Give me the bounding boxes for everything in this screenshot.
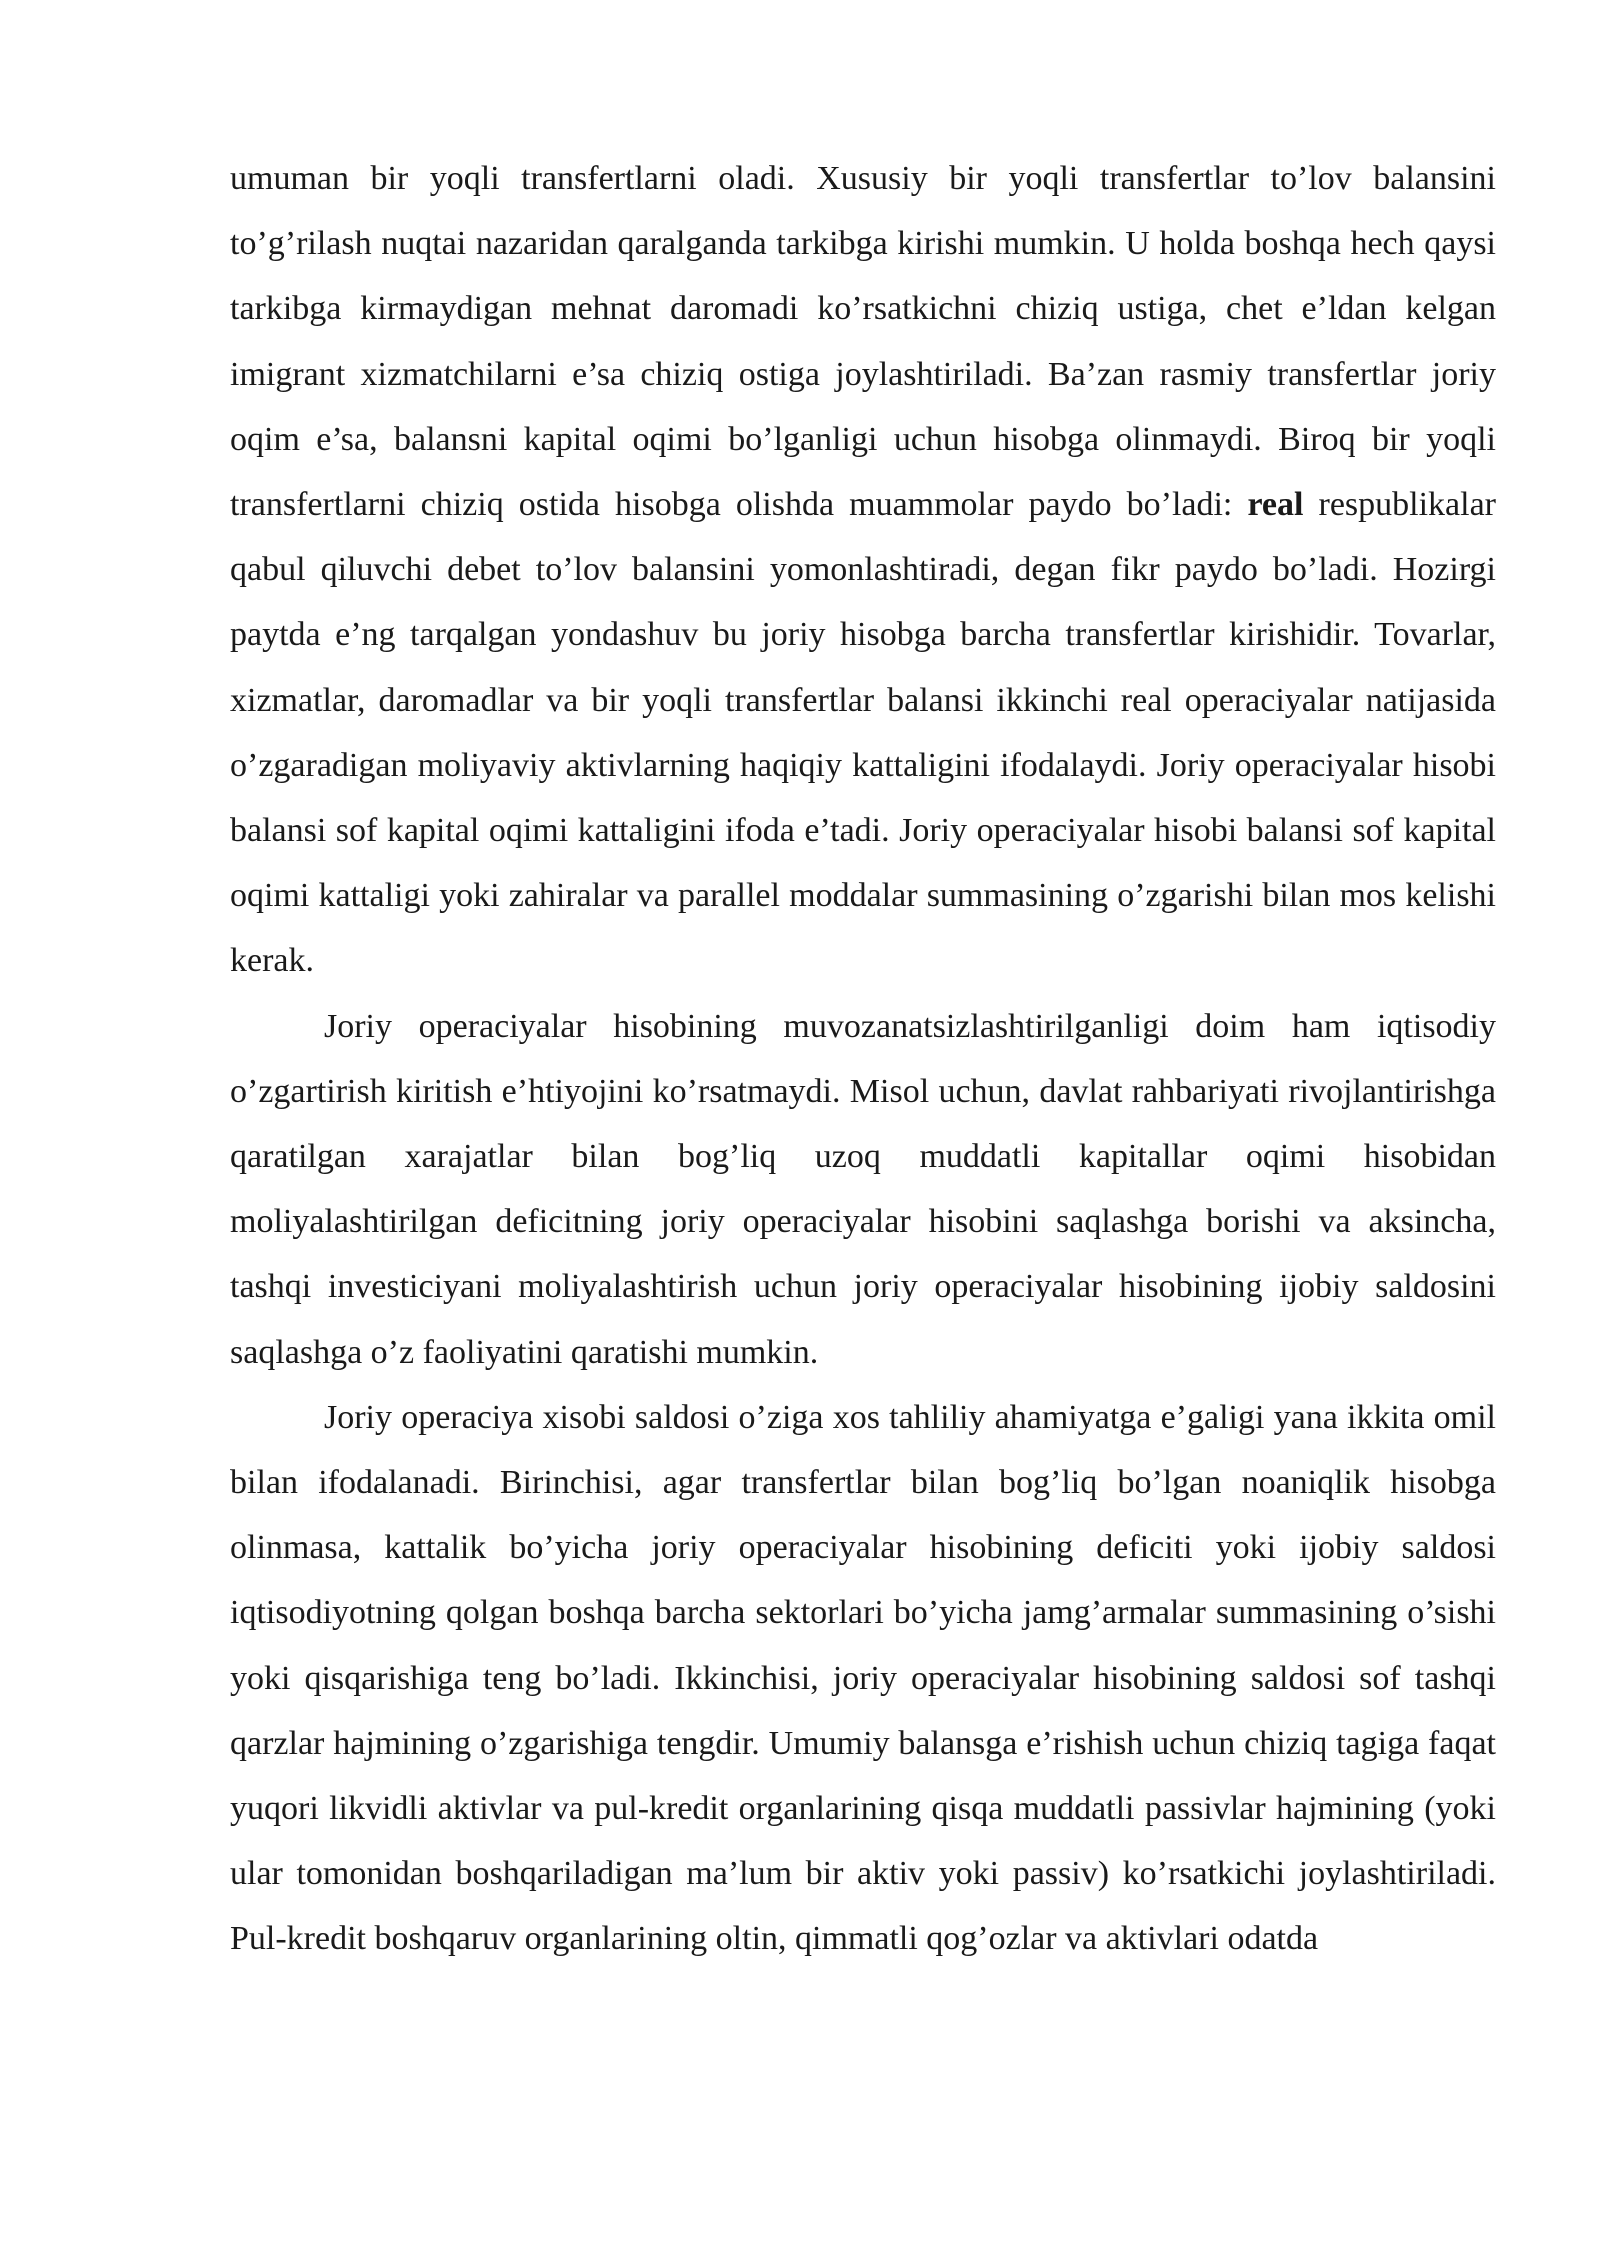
bold-term-real: real <box>1247 486 1304 524</box>
text-segment: respublikalar qabul qiluvchi debet to’lov balansini yomonlashtiradi, degan fikr paydo bo’ladi. Hozirgi paytda e’ng tarqalgan yondashuv bu joriy hisobga barcha transfertlar kirishidir. Tovarlar, xizmatlar, daromadlar va bir yoqli transfertlar balansi ikkinchi real operaciyalar natijasida o’zgaradigan moliyaviy aktivlarning haqiqiy kattaligini ifodalaydi. Joriy operaciyalar hisobi balansi sof kapital oqimi kattaligini ifoda e’tadi. Joriy operaciyalar hisobi balansi sof kapital oqimi kattaligi yoki zahiralar va parallel moddalar summasining o’zgarishi bilan mos kelishi kerak. <box>230 486 1496 980</box>
text-segment: Joriy operaciyalar hisobining muvozanatsizlashtirilganligi doim ham iqtisodiy o’zgartirish kiritish e’htiyojini ko’rsatmaydi. Misol uchun, davlat rahbariyati rivojlantirishga qaratilgan xarajatlar bilan bog’liq uzoq muddatli kapitallar oqimi hisobidan moliyalashtirilgan deficitning joriy operaciyalar hisobini saqlashga borishi va aksincha, tashqi investiciyani moliyalashtirish uchun joriy operaciyalar hisobining ijobiy saldosini saqlashga o’z faoliyatini qaratishi mumkin. <box>230 1007 1496 1371</box>
text-segment: Joriy operaciya xisobi saldosi o’ziga xos tahliliy ahamiyatga e’galigi yana ikkita omil bilan ifodalanadi. Birinchisi, agar transfertlar bilan bog’liq bo’lgan noaniqlik hisobga olinmasa, kattalik bo’yicha joriy operaciyalar hisobining deficiti yoki ijobiy saldosi iqtisodiyotning qolgan boshqa barcha sektorlari bo’yicha jamg’armalar summasining o’sishi yoki qisqarishiga teng bo’ladi. Ikkinchisi, joriy operaciyalar hisobining saldosi sof tashqi qarzlar hajmining o’zgarishiga tengdir. Umumiy balansga e’rishish uchun chiziq tagiga faqat yuqori likvidli aktivlar va pul-kredit organlarining qisqa muddatli passivlar hajmining (yoki ular tomonidan boshqariladigan ma’lum bir aktiv yoki passiv) ko’rsatkichi joylashtiriladi. Pul-kredit boshqaruv organlarining oltin, qimmatli qog’ozlar va aktivlari odatda <box>230 1398 1496 1958</box>
text-segment: umuman bir yoqli transfertlarni oladi. Xususiy bir yoqli transfertlar to’lov balansini to’g’rilash nuqtai nazaridan qaralganda tarkibga kirishi mumkin. U holda boshqa hech qaysi tarkibga kirmaydigan mehnat daromadi ko’rsatkichni chiziq ustiga, chet e’ldan kelgan imigrant xizmatchilarni e’sa chiziq ostiga joylashtiriladi. Ba’zan rasmiy transfertlar joriy oqim e’sa, balansni kapital oqimi bo’lganligi uchun hisobga olinmaydi. Biroq bir yoqli transfertlarni chiziq ostida hisobga olishda muammolar paydo bo’ladi: <box>230 160 1496 524</box>
paragraph-3 <box>230 1385 1496 1972</box>
paragraph-1 <box>230 146 1496 994</box>
document-page <box>230 146 1496 1972</box>
paragraph-2 <box>230 994 1496 1385</box>
